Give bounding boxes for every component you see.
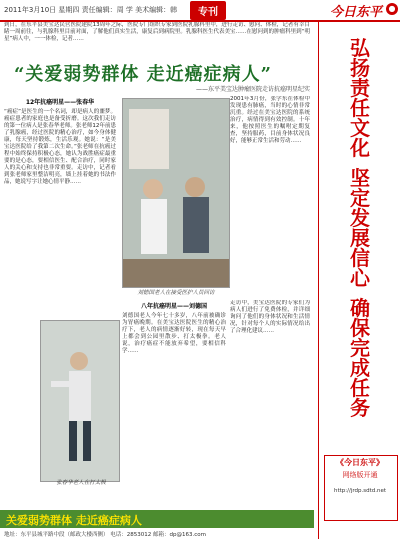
footer-contact: 地址：东平县城平路中段（邮政大楼西侧） 电话：2853012 邮箱：dp@163.com — [4, 532, 206, 538]
headline-subtitle: ——东平美宝达肿瘤医院走访抗癌明星纪实 — [195, 86, 310, 93]
sidebar-slogan-char: 完 — [350, 336, 370, 360]
column-subheading: 八年抗癌明星——刘德国 — [140, 303, 207, 310]
photo-caption-2: 张春华老人在打太极 — [56, 480, 106, 486]
sidebar-slogan-char: 成 — [350, 356, 370, 380]
sidebar-slogan-char: 确 — [350, 296, 370, 320]
promo-subtitle: 网络版开通 — [342, 471, 378, 479]
red-circle-icon: ● — [386, 3, 398, 15]
promo-title: 《今日东平》 — [336, 458, 384, 467]
sidebar-slogan-text — [319, 38, 400, 418]
sidebar-slogan-char: 坚 — [350, 166, 370, 190]
photo-doctor-visit-icon — [122, 98, 230, 288]
column-body: “癌症”是医生的一个名词，却是病人的噩梦。癌症患者的家庭也是备受折磨。这次我们走访的第一位病人是张春华老师。张老师12年前患了乳腺癌，经过医院的精心治疗，如今身体健康，每天坚持锻炼，生活乐观。她说：“是美宝达医院给了我第二次生命。”张老师在抗癌过程中始终保持积极心态，她认为战胜癌症最重要的是心态，要相信医生、配合治疗，同时家人的关心和支持也非常重要。走访中，记者看到张老师家里整洁明亮，墙上挂着她的书法作品，她说写字让她心情平静…… — [4, 109, 116, 185]
sidebar-slogan-char: 信 — [350, 246, 370, 270]
intro-paragraph: 到日，在东平县美宝达民营医院建院13周年之际，医院专门组织专家到医院乳腺科里中，进行走访、慰问、体检，记者有幸目睹一周前往，与乳腺科里目前对面，了解他们真实生活，康复后到病院里。乳腺科医生代表美宝……在慰问到的肿瘤科里到“明星”病人中，一一体检，记者…… — [4, 22, 310, 42]
article-column-middle-2: 走访中，美宝达医院的专家们为病人们进行了免费体检，并详细询问了他们的身体状况和生活情况，针对每个人的实际情况给出了合理化建议…… — [230, 300, 310, 334]
photo-taichi-icon — [40, 320, 120, 482]
sidebar-slogan-char: 定 — [350, 186, 370, 210]
sidebar-slogan-char: 文 — [350, 116, 370, 140]
article-column-middle — [122, 300, 226, 506]
section-tag: 专刊 — [190, 1, 226, 20]
sidebar-slogan-char: 责 — [350, 76, 370, 100]
sidebar-slogan-char: 化 — [350, 136, 370, 160]
sidebar-slogan-char: 扬 — [350, 56, 370, 80]
article-column-right: 2001年3月份，张学东在体检中发现患有肺癌，当时的心情非常沉重。经过在美宝达医院的系统治疗，病情得到有效控制。十年来，他按照医生的嘱咐定期复查，坚持服药，目前身体状况良好，能够正常生活和劳动…… — [230, 96, 310, 144]
sidebar-slogan-char: 任 — [350, 96, 370, 120]
sidebar-slogan-char: 保 — [350, 316, 370, 340]
page-headline: “关爱弱势群体 走近癌症病人” — [14, 64, 272, 85]
column-subheading: 12年抗癌明星——张春华 — [25, 99, 95, 106]
sidebar-slogan-char: 展 — [350, 226, 370, 250]
issue-date: 2011年3月10日 星期四 责任编辑：周 学 美术编辑：韩 — [4, 6, 178, 14]
sidebar-slogan-char: 弘 — [350, 36, 370, 60]
column-body: 刘德国老人今年七十多岁，八年前被确诊为胃癌晚期。在美宝达医院医生的精心治疗下，老人的病情逐渐好转，现在每天早上都会到公园里散步、打太极拳。老人说，治疗癌症不能放弃希望，要相信科学…… — [122, 313, 226, 354]
newspaper-brand: 今日东平 — [329, 5, 382, 20]
sidebar-slogan-char: 任 — [350, 376, 370, 400]
promo-url-link[interactable]: http://jrdp.sdtd.net — [333, 488, 387, 494]
sidebar-slogan-char: 心 — [350, 266, 370, 290]
photo-caption: 刘德国老人在接受医护人员回访 — [137, 290, 215, 296]
footer-slogan: 关爱弱势群体 走近癌症病人 — [6, 514, 142, 527]
sidebar-slogan-char: 务 — [350, 396, 370, 420]
sidebar-slogan-char: 发 — [350, 206, 370, 230]
